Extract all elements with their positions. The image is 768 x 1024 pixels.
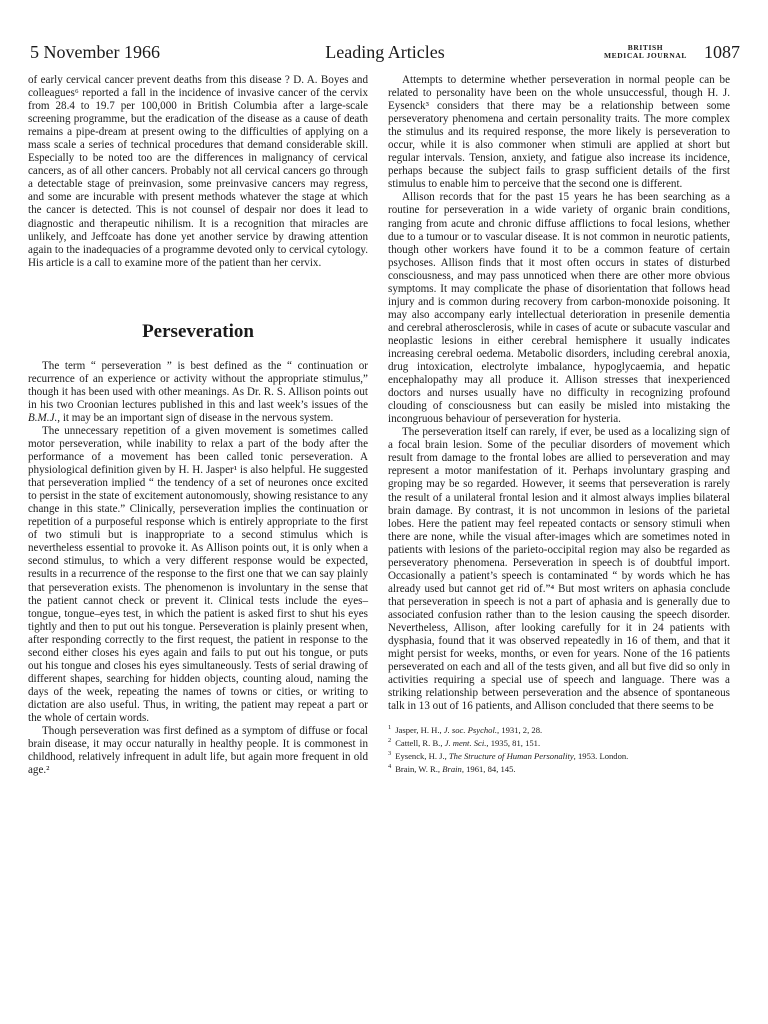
- paragraph-text: , it may be an important sign of disease in the nervous system.: [57, 411, 334, 424]
- footnote: $^3$ Eysenck, H. J., The Structure of Human Personality, 1953. London.: [388, 749, 629, 761]
- footnote: $^4$ Brain, W. R., Brain, 1961, 84, 145.: [388, 762, 516, 774]
- right-column: [388, 74, 730, 774]
- footnotes: [388, 723, 730, 774]
- footnote: $^1$ Jasper, H. H., J. soc. Psychol., 1931, 2, 28.: [388, 724, 543, 736]
- journal-line-2: MEDICAL JOURNAL: [604, 51, 687, 60]
- body-paragraph: [28, 360, 368, 425]
- section-title: Leading Articles: [325, 42, 445, 62]
- journal-line-1: BRITISH: [627, 43, 664, 52]
- journal-abbreviation: B.M.J.: [28, 411, 58, 424]
- body-paragraph: The perseveration itself can rarely, if ever, be used as a localizing sign of a focal brain lesion. Some of the peculiar disorders of movement which result from damage to the frontal lobes are allied to perseveration and may represent a motor manifestation of it. Perhaps involuntary grasping and groping may be so regarded. However, it seems that perseveration is rarely the result of a unilateral frontal lesion and it almost always implies bilateral brain damage. By contrast, it is not uncommon in lesions of the parietal lobes. Here the patient may feel repeated contacts or sensory stimuli when there are none, while the visual after-images which are sometimes noted in patients with lesions of the parieto-occipital region may also be regarded as perseveratory phenomena. Perseveration in speech is of doubtful import. Occasionally a patient’s speech is contaminated “ by words which he has already used but cannot get rid of.”⁴ But most writers on aphasia conclude that perseveration in speech is not a part of aphasia and is generally due to associated confusion rather than to the lesion causing the speech disorder. Nevertheless, Allison, after looking carefully for it in 24 patients with dysphasia, found that it was observed repeatedly in 16 of them, and that it might persist for weeks, months, or even for years. None of the 16 patients perseverated on each and all of the tests given, and all but five did so only in activities requiring a special use of speech and language. There was a striking relationship between perseveration and the absence of spontaneous talk in 13 out of 16 patients, and Allison concluded that there seems to be: [388, 426, 730, 713]
- page-number: 1087: [704, 42, 740, 62]
- issue-date: 5 November 1966: [30, 42, 160, 62]
- journal-masthead: [604, 44, 687, 60]
- footnote: $^2$ Cattell, R. B., J. ment. Sci., 1935, 81, 151.: [388, 737, 541, 748]
- article-heading: Perseveration: [142, 320, 254, 342]
- body-paragraph: Attempts to determine whether perseveration in normal people can be related to personality have been on the whole unsuccessful, though H. J. Eysenck³ considers that there may be a relationship between some perseveratory phenomena and certain personality traits. The more complex the stimulus and its required response, the more likely is perseveration to occur, while it is also commoner when stimuli are applied at short but regular intervals. Tension, anxiety, and fatigue also increase its incidence, perhaps because the subject fails to grasp sufficient details of the first stimulus to enable him to perceive that the second one is different.: [388, 74, 730, 191]
- body-paragraph: Allison records that for the past 15 years he has been searching as a routine for perseveration in a wide variety of organic brain conditions, ranging from acute and chronic diffuse afflictions to focal lesions, whether due to a tumour or to vascular disease. It is not common in neurotic patients, though other workers have found it to be a common feature of certain psychoses. Allison finds that it most often occurs in states of disturbed consciousness, and may pass unnoticed when there are other more obvious symptoms. It may complicate the phase of disorientation that follows head injury and is common during recovery from carbon-monoxide poisoning. It may also accompany early intellectual deterioration in presenile dementia and cerebral atherosclerosis, while in cases of acute or subacute vascular and neoplastic lesions in either cerebral hemisphere it usually indicates increasing cerebral oedema. Metabolic disorders, including cerebral anoxia, drug intoxication, electrolyte imbalance, hypoglycaemia, and hepatic encephalopathy may all produce it. Allison stresses that inexperienced doctors and nurses usually have no difficulty in recognizing profound clouding of consciousness but can easily be misled into mistaking the incongruous behaviour of perseveration for hysteria.: [388, 191, 730, 426]
- body-paragraph: The unnecessary repetition of a given movement is sometimes called motor perseveration, while inability to relax a part of the body after the performance of a movement has been called tonic perseveration. A physiological definition given by H. H. Jasper¹ is also helpful. He suggested that perseveration implied “ the tendency of a set of neurones once excited to persist in the state of excitement autonomously, showing resistance to any change in this state.” Clinically, perseveration implies the continuation or repetition of a purposeful response which is entirely appropriate to the first of two stimuli but is inappropriate to a second stimulus which is nevertheless essential to provoke it. As Allison points out, it is only when a second stimulus, to which a very different response would be expected, results in a recurrence of the response to the first one that we can say plainly that perseveration exists. The phenomenon is involuntary in the sense that the patient cannot check or prevent it. Clinical tests include the eyes–tongue, tongue–eyes test, in which the patient is asked first to shut his eyes tightly and then to put out his tongue. Perseveration is plainly present when, after responding correctly to the first request, the patient in response to the second either closes his eyes again and fails to put out his tongue, or puts out his tongue and closes his eyes simultaneously. Tests of serial drawing of different shapes, searching for hidden objects, counting aloud, naming the days of the week, repeating the names of towns or cities, or writing to dictation are also useful. Thus, in writing, the patient may repeat a part or the whole of certain words.: [28, 424, 368, 724]
- cervical-article-continuation: of early cervical cancer prevent deaths from this disease ? D. A. Boyes and colleagues⁶ reported a fall in the incidence of invasive cancer of the cervix from 28.4 to 19.7 per 100,000 in British Columbia after a large-scale screening programme, but the eradication of the disease as a cause of death remains a pipe-dream at present owing to the difficulties of applying on a mass scale a series of technical procedures that demand considerable skill. Especially to be noted too are the differences in malignancy of cervical cancers, as of all other cancers. Probably not all cervical cancers go through a detectable stage of preinvasion, some preinvasive cancers may regress, and some are incurable with present methods whatever the stage at which the cancer is detected. This is not counsel of despair nor does it lead to diagnostic and therapeutic nihilism. It is a recognition that miracles are unlikely, and Jeffcoate has done yet another service by drawing attention again to the inadequacies of a programme devoted only to cervical cytology. His article is a call to examine more of the patient than her cervix.: [28, 74, 368, 269]
- left-column: [28, 74, 368, 777]
- paragraph-text: The term “ perseveration ” is best defined as the “ continuation or recurrence of an experience or activity without the appropriate stimulus,” though it has been used with other meanings. As Dr. R. S. Allison points out in his two Croonian lectures published in this and last week’s issues of the: [28, 359, 368, 411]
- body-paragraph: Though perseveration was first defined as a symptom of diffuse or focal brain disease, it may occur naturally in healthy people. It is commonest in childhood, relatively infrequent in adult life, but again more frequent in old age.²: [28, 725, 368, 777]
- running-header: [30, 40, 740, 68]
